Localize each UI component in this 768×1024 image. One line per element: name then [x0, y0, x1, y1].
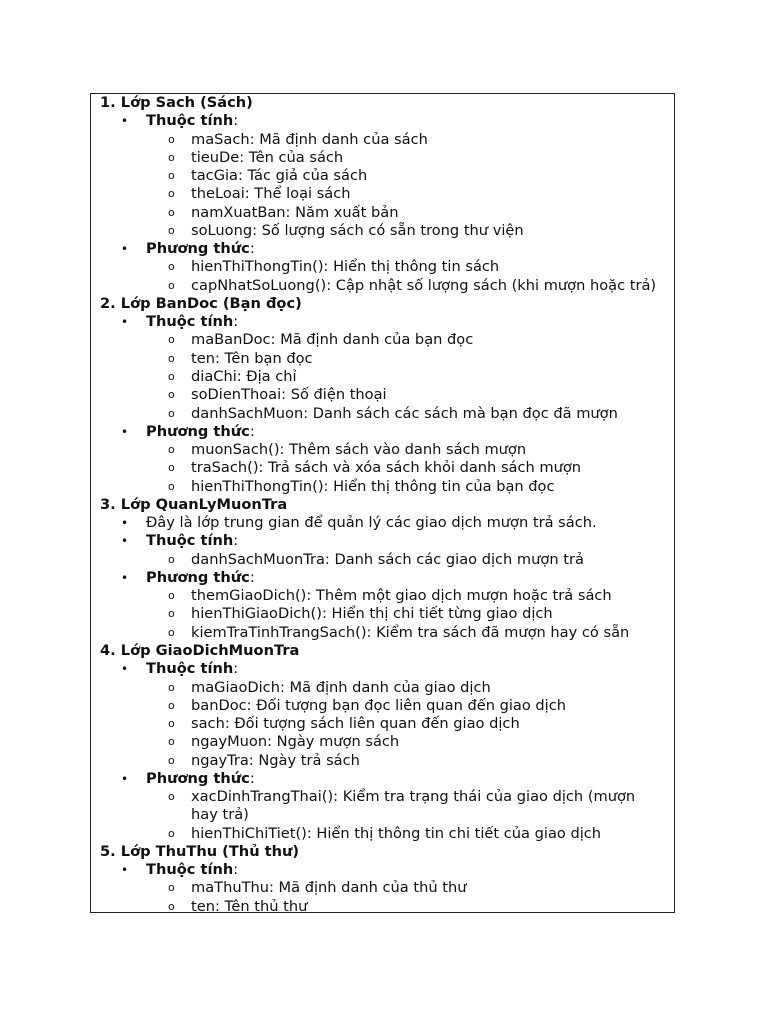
group-label-colon: : [249, 568, 255, 586]
circle-bullet-icon: o [168, 443, 175, 457]
section-heading: 5. Lớp ThuThu (Thủ thư) [100, 842, 300, 860]
bullet-dot-icon: • [121, 424, 129, 439]
group-label-colon: : [249, 422, 255, 440]
document-box [90, 93, 675, 913]
circle-bullet-icon: o [168, 260, 175, 274]
group-label-colon: : [233, 313, 239, 331]
bullet-dot-icon: • [121, 315, 129, 330]
sub-item-text: hienThiThongTin(): Hiển thị thông tin sách [191, 258, 500, 276]
sub-item [95, 697, 670, 715]
bullet-dot-icon: • [121, 114, 129, 129]
circle-bullet-icon: o [168, 625, 175, 639]
bullet-item [95, 240, 670, 258]
sub-item [95, 587, 670, 605]
sub-item-continuation [95, 806, 670, 824]
group-label: Thuộc tính [146, 532, 234, 550]
sub-item [95, 185, 670, 203]
sub-item [95, 788, 670, 806]
circle-bullet-icon: o [168, 899, 175, 913]
bullet-dot-icon: • [121, 662, 129, 677]
sub-item-text: theLoai: Thể loại sách [191, 185, 351, 203]
sub-item [95, 715, 670, 733]
circle-bullet-icon: o [168, 461, 175, 475]
sub-item-text: maGiaoDich: Mã định danh của giao dịch [191, 678, 491, 696]
circle-bullet-icon: o [168, 169, 175, 183]
sub-item-text: capNhatSoLuong(): Cập nhật số lượng sách (khi mượn hoặc trả) [191, 276, 657, 294]
sub-item [95, 204, 670, 222]
sub-item [95, 131, 670, 149]
sub-item [95, 149, 670, 167]
sub-item-text: maSach: Mã định danh của sách [191, 130, 428, 148]
sub-item [95, 459, 670, 477]
circle-bullet-icon: o [168, 698, 175, 712]
sub-item [95, 258, 670, 276]
group-label-colon: : [249, 769, 255, 787]
circle-bullet-icon: o [168, 589, 175, 603]
sub-item-text: hienThiGiaoDich(): Hiển thị chi tiết từng giao dịch [191, 605, 553, 623]
sub-item-text: hienThiChiTiet(): Hiển thị thông tin chi tiết của giao dịch [191, 824, 602, 842]
sub-item [95, 167, 670, 185]
sub-item-text: banDoc: Đối tượng bạn đọc liên quan đến giao dịch [191, 696, 567, 714]
group-label-colon: : [233, 660, 239, 678]
group-label: Phương thức [146, 568, 250, 586]
bullet-item [95, 532, 670, 550]
sub-item-text: hienThiThongTin(): Hiển thị thông tin của bạn đọc [191, 477, 555, 495]
circle-bullet-icon: o [168, 790, 175, 804]
bullet-dot-icon: • [121, 516, 129, 531]
circle-bullet-icon: o [168, 278, 175, 292]
circle-bullet-icon: o [168, 826, 175, 840]
circle-bullet-icon: o [168, 223, 175, 237]
sub-item [95, 478, 670, 496]
sub-item [95, 898, 670, 916]
sub-item [95, 624, 670, 642]
sub-item [95, 605, 670, 623]
group-label: Thuộc tính [146, 660, 234, 678]
sub-item-text: sach: Đối tượng sách liên quan đến giao dịch [191, 715, 520, 733]
bullet-item [95, 514, 670, 532]
sub-item-text: danhSachMuonTra: Danh sách các giao dịch mượn trả [191, 550, 584, 568]
sub-item-text: maBanDoc: Mã định danh của bạn đọc [191, 331, 474, 349]
circle-bullet-icon: o [168, 479, 175, 493]
sub-item [95, 222, 670, 240]
bullet-item [95, 861, 670, 879]
sub-item [95, 679, 670, 697]
group-label-colon: : [233, 532, 239, 550]
circle-bullet-icon: o [168, 187, 175, 201]
bullet-text: Đây là lớp trung gian để quản lý các giao dịch mượn trả sách. [146, 514, 597, 532]
circle-bullet-icon: o [168, 753, 175, 767]
circle-bullet-icon: o [168, 881, 175, 895]
circle-bullet-icon: o [168, 680, 175, 694]
group-label: Thuộc tính [146, 112, 234, 130]
bullet-dot-icon: • [121, 570, 129, 585]
sub-item [95, 277, 670, 295]
circle-bullet-icon: o [168, 717, 175, 731]
group-label-colon: : [233, 112, 239, 130]
sub-item [95, 368, 670, 386]
circle-bullet-icon: o [168, 406, 175, 420]
sub-item [95, 405, 670, 423]
bullet-item [95, 770, 670, 788]
circle-bullet-icon: o [168, 735, 175, 749]
bullet-dot-icon: • [121, 863, 129, 878]
sub-item-text: ten: Tên thủ thư [191, 897, 308, 915]
sub-item-text: soDienThoai: Số điện thoại [191, 386, 387, 404]
sub-item-text: danhSachMuon: Danh sách các sách mà bạn đọc đã mượn [191, 404, 618, 422]
sub-item [95, 331, 670, 349]
group-label: Phương thức [146, 422, 250, 440]
section-heading: 1. Lớp Sach (Sách) [100, 94, 253, 111]
bullet-item [95, 423, 670, 441]
sub-item [95, 752, 670, 770]
sub-item [95, 879, 670, 897]
sub-item-text: soLuong: Số lượng sách có sẵn trong thư viện [191, 221, 524, 239]
bullet-item [95, 112, 670, 130]
group-label: Phương thức [146, 769, 250, 787]
circle-bullet-icon: o [168, 388, 175, 402]
circle-bullet-icon: o [168, 205, 175, 219]
group-label-colon: : [233, 861, 239, 879]
sub-item-text: kiemTraTinhTrangSach(): Kiểm tra sách đã mượn hay có sẵn [191, 623, 630, 641]
sub-item-text: muonSach(): Thêm sách vào danh sách mượn [191, 441, 527, 459]
sub-item-text: namXuatBan: Năm xuất bản [191, 203, 399, 221]
sub-item-text: diaChi: Địa chỉ [191, 367, 297, 385]
sub-item [95, 825, 670, 843]
sub-item-text: tieuDe: Tên của sách [191, 148, 344, 166]
circle-bullet-icon: o [168, 607, 175, 621]
section-heading: 4. Lớp GiaoDichMuonTra [100, 641, 300, 659]
sub-item-text: maThuThu: Mã định danh của thủ thư [191, 879, 467, 897]
bullet-dot-icon: • [121, 771, 129, 786]
sub-item-text: tacGia: Tác giả của sách [191, 167, 368, 185]
circle-bullet-icon: o [168, 132, 175, 146]
sub-item-text: traSach(): Trả sách và xóa sách khỏi danh sách mượn [191, 459, 582, 477]
bullet-dot-icon: • [121, 242, 129, 257]
circle-bullet-icon: o [168, 369, 175, 383]
sub-item [95, 733, 670, 751]
circle-bullet-icon: o [168, 150, 175, 164]
sub-item-text: hay trả) [191, 806, 249, 824]
group-label: Phương thức [146, 240, 250, 258]
section-heading: 3. Lớp QuanLyMuonTra [100, 495, 288, 513]
sub-item-text: xacDinhTrangThai(): Kiểm tra trạng thái của giao dịch (mượn [191, 788, 636, 806]
sub-item-text: ngayTra: Ngày trả sách [191, 751, 360, 769]
sub-item-text: ngayMuon: Ngày mượn sách [191, 733, 400, 751]
section-heading: 2. Lớp BanDoc (Bạn đọc) [100, 294, 302, 312]
group-label: Thuộc tính [146, 313, 234, 331]
circle-bullet-icon: o [168, 552, 175, 566]
bullet-dot-icon: • [121, 534, 129, 549]
sub-item [95, 386, 670, 404]
sub-item-text: themGiaoDich(): Thêm một giao dịch mượn hoặc trả sách [191, 587, 612, 605]
bullet-item [95, 660, 670, 678]
circle-bullet-icon: o [168, 351, 175, 365]
group-label: Thuộc tính [146, 861, 234, 879]
circle-bullet-icon: o [168, 333, 175, 347]
sub-item [95, 551, 670, 569]
bullet-item [95, 313, 670, 331]
bullet-item [95, 569, 670, 587]
group-label-colon: : [249, 240, 255, 258]
sub-item [95, 350, 670, 368]
sub-item [95, 441, 670, 459]
sub-item-text: ten: Tên bạn đọc [191, 349, 313, 367]
